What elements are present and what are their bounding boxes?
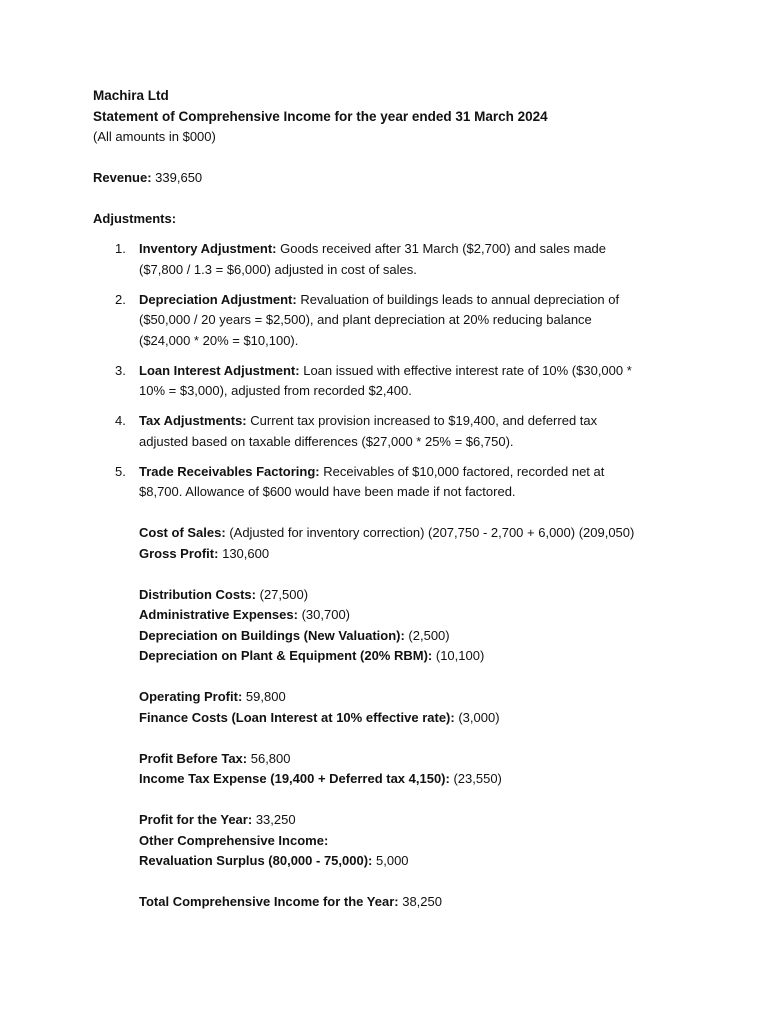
adjustment-item-inventory (93, 239, 683, 280)
adjustment-label: Depreciation Adjustment: (139, 291, 297, 307)
adjustment-number: 1. (115, 241, 126, 256)
administrative-expenses-line (139, 605, 683, 626)
cost-of-sales-line (139, 523, 683, 544)
line-label: Revaluation Surplus (80,000 - 75,000): (139, 853, 373, 868)
line-label: Total Comprehensive Income for the Year: (139, 894, 399, 909)
distribution-costs-line (139, 585, 683, 606)
adjustment-text: adjusted based on taxable differences ($27,000 * 25% = $6,750). (139, 433, 514, 449)
line-value: 130,600 (222, 545, 270, 561)
statement-title: Statement of Comprehensive Income for the year ended 31 March 2024 (93, 108, 548, 124)
line-value: 56,800 (250, 750, 291, 766)
line-label: Finance Costs (Loan Interest at 10% effective rate): (139, 709, 455, 725)
company-name: Machira Ltd (93, 88, 169, 103)
line-value: (30,700) (301, 607, 350, 622)
adjustment-number: 5. (115, 463, 126, 479)
profit-for-year-line (139, 810, 683, 831)
operating-profit-line (139, 687, 683, 708)
line-label: Depreciation on Buildings (New Valuation): (139, 627, 405, 643)
adjustment-number: 4. (115, 413, 126, 428)
adjustment-number: 3. (115, 362, 126, 378)
adjustment-item-tax (93, 411, 683, 452)
adjustment-label: Inventory Adjustment: (139, 241, 277, 256)
adjustment-text: Goods received after 31 March ($2,700) and sales made (280, 241, 607, 256)
adjustment-label: Loan Interest Adjustment: (139, 362, 300, 378)
adjustment-text: Revaluation of buildings leads to annual depreciation of (300, 291, 620, 307)
adjustment-label: Tax Adjustments: (139, 413, 247, 428)
adjustment-item-loan-interest (93, 361, 683, 402)
line-value: 59,800 (245, 689, 286, 704)
revenue-line (93, 168, 683, 189)
adjustments-heading: Adjustments: (93, 211, 177, 226)
line-label: Cost of Sales: (139, 525, 226, 540)
revenue-label: Revenue: (93, 170, 152, 185)
line-label: Administrative Expenses: (139, 607, 298, 622)
line-value: (23,550) (453, 771, 502, 786)
revenue-value: 339,650 (155, 170, 203, 185)
line-label: Profit for the Year: (139, 812, 253, 827)
income-summary (93, 512, 683, 913)
line-label: Depreciation on Plant & Equipment (20% RBM): (139, 648, 433, 663)
adjustments-list (93, 239, 683, 503)
depreciation-buildings-line (139, 626, 683, 647)
line-value: (2,500) (408, 627, 450, 643)
adjustment-text: Loan issued with effective interest rate of 10% ($30,000 * (303, 362, 632, 378)
adjustment-text: ($24,000 * 20% = $10,100). (139, 332, 299, 348)
adjustment-text: Current tax provision increased to $19,400, and deferred tax (250, 413, 598, 428)
profit-before-tax-line (139, 749, 683, 770)
line-label: Gross Profit: (139, 545, 219, 561)
gross-profit-line (139, 544, 683, 565)
amounts-note: (All amounts in $000) (93, 129, 216, 144)
adjustment-text: ($7,800 / 1.3 = $6,000) adjusted in cost of sales. (139, 261, 417, 277)
line-value: 33,250 (255, 812, 296, 827)
adjustment-number: 2. (115, 291, 126, 307)
line-value: (27,500) (259, 586, 309, 602)
income-tax-line (139, 769, 683, 790)
adjustment-item-factoring (93, 462, 683, 503)
adjustment-item-depreciation (93, 290, 683, 352)
adjustment-text: 10% = $3,000), adjusted from recorded $2,400. (139, 383, 412, 398)
line-value: (10,100) (435, 648, 485, 663)
line-value: (3,000) (458, 709, 500, 725)
adjustment-text: Receivables of $10,000 factored, recorded net at (323, 463, 605, 479)
document-page (93, 86, 683, 913)
line-label: Income Tax Expense (19,400 + Deferred tax 4,150): (139, 771, 450, 786)
depreciation-plant-line (139, 646, 683, 667)
line-label: Operating Profit: (139, 689, 243, 704)
line-value: (Adjusted for inventory correction) (207,750 - 2,700 + 6,000) (209,050) (229, 525, 635, 540)
finance-costs-line (139, 708, 683, 729)
line-label: Distribution Costs: (139, 586, 256, 602)
adjustment-text: ($50,000 / 20 years = $2,500), and plant depreciation at 20% reducing balance (139, 312, 592, 327)
line-value: 38,250 (402, 894, 442, 909)
line-value: 5,000 (376, 853, 409, 868)
adjustment-text: $8,700. Allowance of $600 would have been made if not factored. (139, 484, 516, 499)
revaluation-surplus-line (139, 851, 683, 872)
total-comprehensive-income-line (139, 892, 683, 913)
oci-heading: Other Comprehensive Income: (139, 832, 329, 848)
line-label: Profit Before Tax: (139, 750, 248, 766)
adjustment-label: Trade Receivables Factoring: (139, 463, 320, 479)
